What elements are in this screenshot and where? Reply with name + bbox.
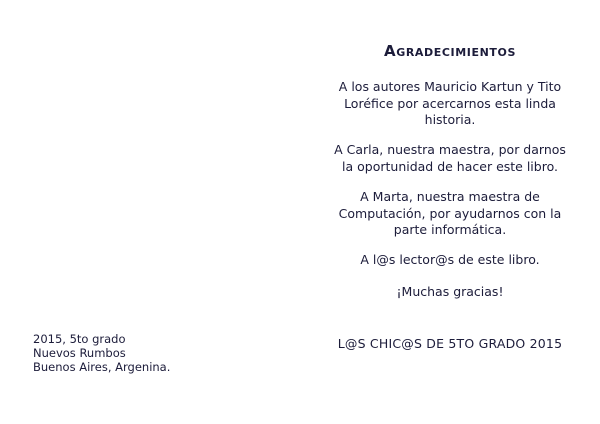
acknowledgements-signature: L@S CHIC@S DE 5TO GRADO 2015	[337, 336, 563, 351]
imprint	[33, 332, 170, 374]
acknowledgement-teacher: A Carla, nuestra maestra, por darnos la oportunidad de hacer este libro.	[334, 142, 566, 174]
acknowledgements-title: Agradecimientos	[384, 42, 516, 60]
right-page	[300, 0, 600, 424]
acknowledgement-thanks: ¡Muchas gracias!	[396, 284, 504, 299]
imprint-line-location: Buenos Aires, Argenina.	[33, 360, 171, 374]
acknowledgement-computing-teacher: A Marta, nuestra maestra de Computación, por ayudarnos con la parte informática.	[338, 189, 562, 237]
imprint-line-school: Nuevos Rumbos	[33, 346, 126, 360]
acknowledgement-readers: A l@s lector@s de este libro.	[360, 252, 540, 267]
acknowledgement-authors: A los autores Mauricio Kartun y Tito Loréfice por acercarnos esta linda historia.	[338, 79, 562, 127]
imprint-line-year-grade: 2015, 5to grado	[33, 332, 126, 346]
